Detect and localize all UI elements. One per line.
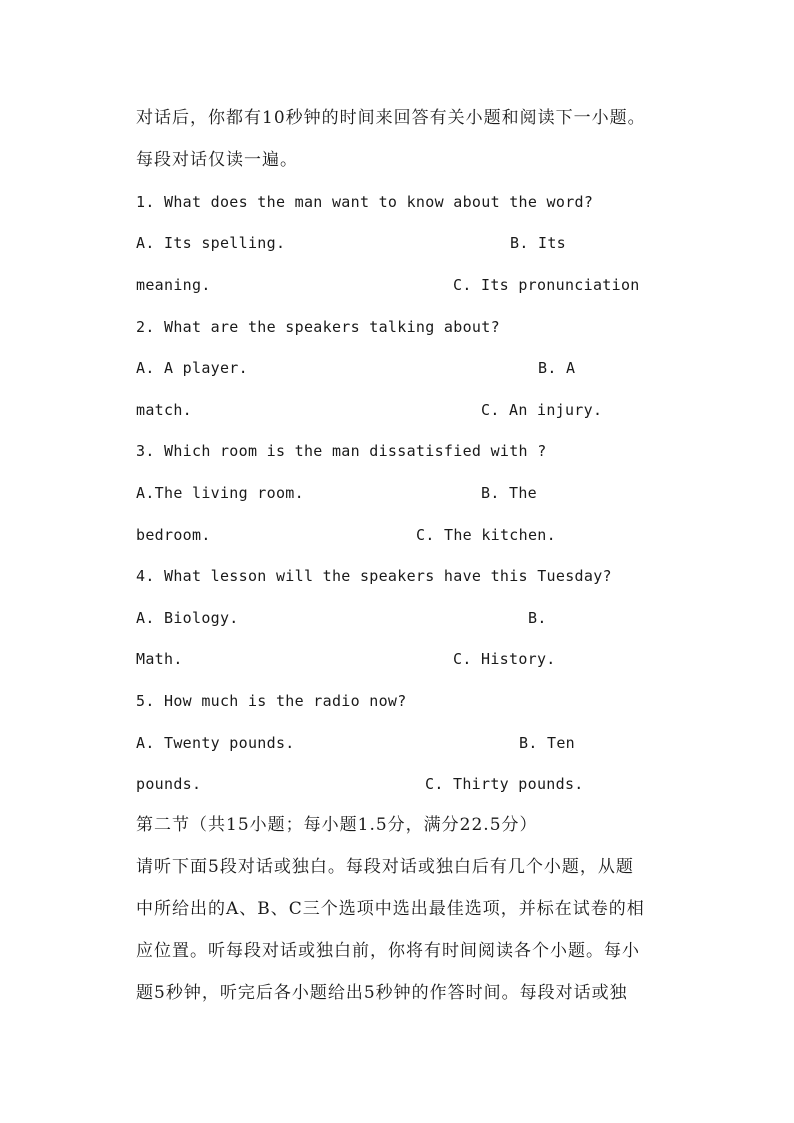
- option-c: C. The kitchen.: [416, 526, 556, 544]
- option-c: C. An injury.: [481, 401, 603, 419]
- question-stem: 4. What lesson will the speakers have this Tuesday?: [136, 567, 612, 585]
- option-b: B. A: [538, 359, 576, 377]
- option-b-continued: Math.: [136, 650, 183, 668]
- option-b-continued: match.: [136, 401, 192, 419]
- question-stem: 5. How much is the radio now?: [136, 692, 407, 710]
- option-b-continued: bedroom.: [136, 526, 211, 544]
- option-c: C. History.: [453, 650, 556, 668]
- option-b-continued: pounds.: [136, 775, 202, 793]
- section-paragraph-line: 题5秒钟，听完后各小题给出5秒钟的作答时间。每段对话或独: [136, 983, 628, 1003]
- intro-line-2: 每段对话仅读一遍。: [136, 150, 298, 170]
- option-a: A. Its spelling.: [136, 234, 286, 252]
- section-paragraph-line: 中所给出的A、B、C三个选项中选出最佳选项，并标在试卷的相: [136, 899, 645, 919]
- option-a: A. A player.: [136, 359, 248, 377]
- option-c: C. Thirty pounds.: [425, 775, 584, 793]
- question-stem: 1. What does the man want to know about the word?: [136, 193, 594, 211]
- section-heading: 第二节（共15小题；每小题1.5分，满分22.5分）: [136, 815, 538, 835]
- option-b-continued: meaning.: [136, 276, 211, 294]
- option-a: A. Twenty pounds.: [136, 734, 295, 752]
- question-stem: 3. Which room is the man dissatisfied with ?: [136, 442, 547, 460]
- option-b: B. Its: [510, 234, 566, 252]
- option-a: A. Biology.: [136, 609, 239, 627]
- section-paragraph-line: 请听下面5段对话或独白。每段对话或独白后有几个小题，从题: [136, 857, 634, 877]
- option-a: A.The living room.: [136, 484, 304, 502]
- question-stem: 2. What are the speakers talking about?: [136, 318, 500, 336]
- option-b: B. Ten: [519, 734, 575, 752]
- section-paragraph-line: 应位置。听每段对话或独白前，你将有时间阅读各个小题。每小: [136, 941, 640, 961]
- option-c: C. Its pronunciation: [453, 276, 640, 294]
- option-b: B.: [528, 609, 547, 627]
- intro-line-1: 对话后，你都有10秒钟的时间来回答有关小题和阅读下一小题。: [136, 108, 646, 128]
- option-b: B. The: [481, 484, 537, 502]
